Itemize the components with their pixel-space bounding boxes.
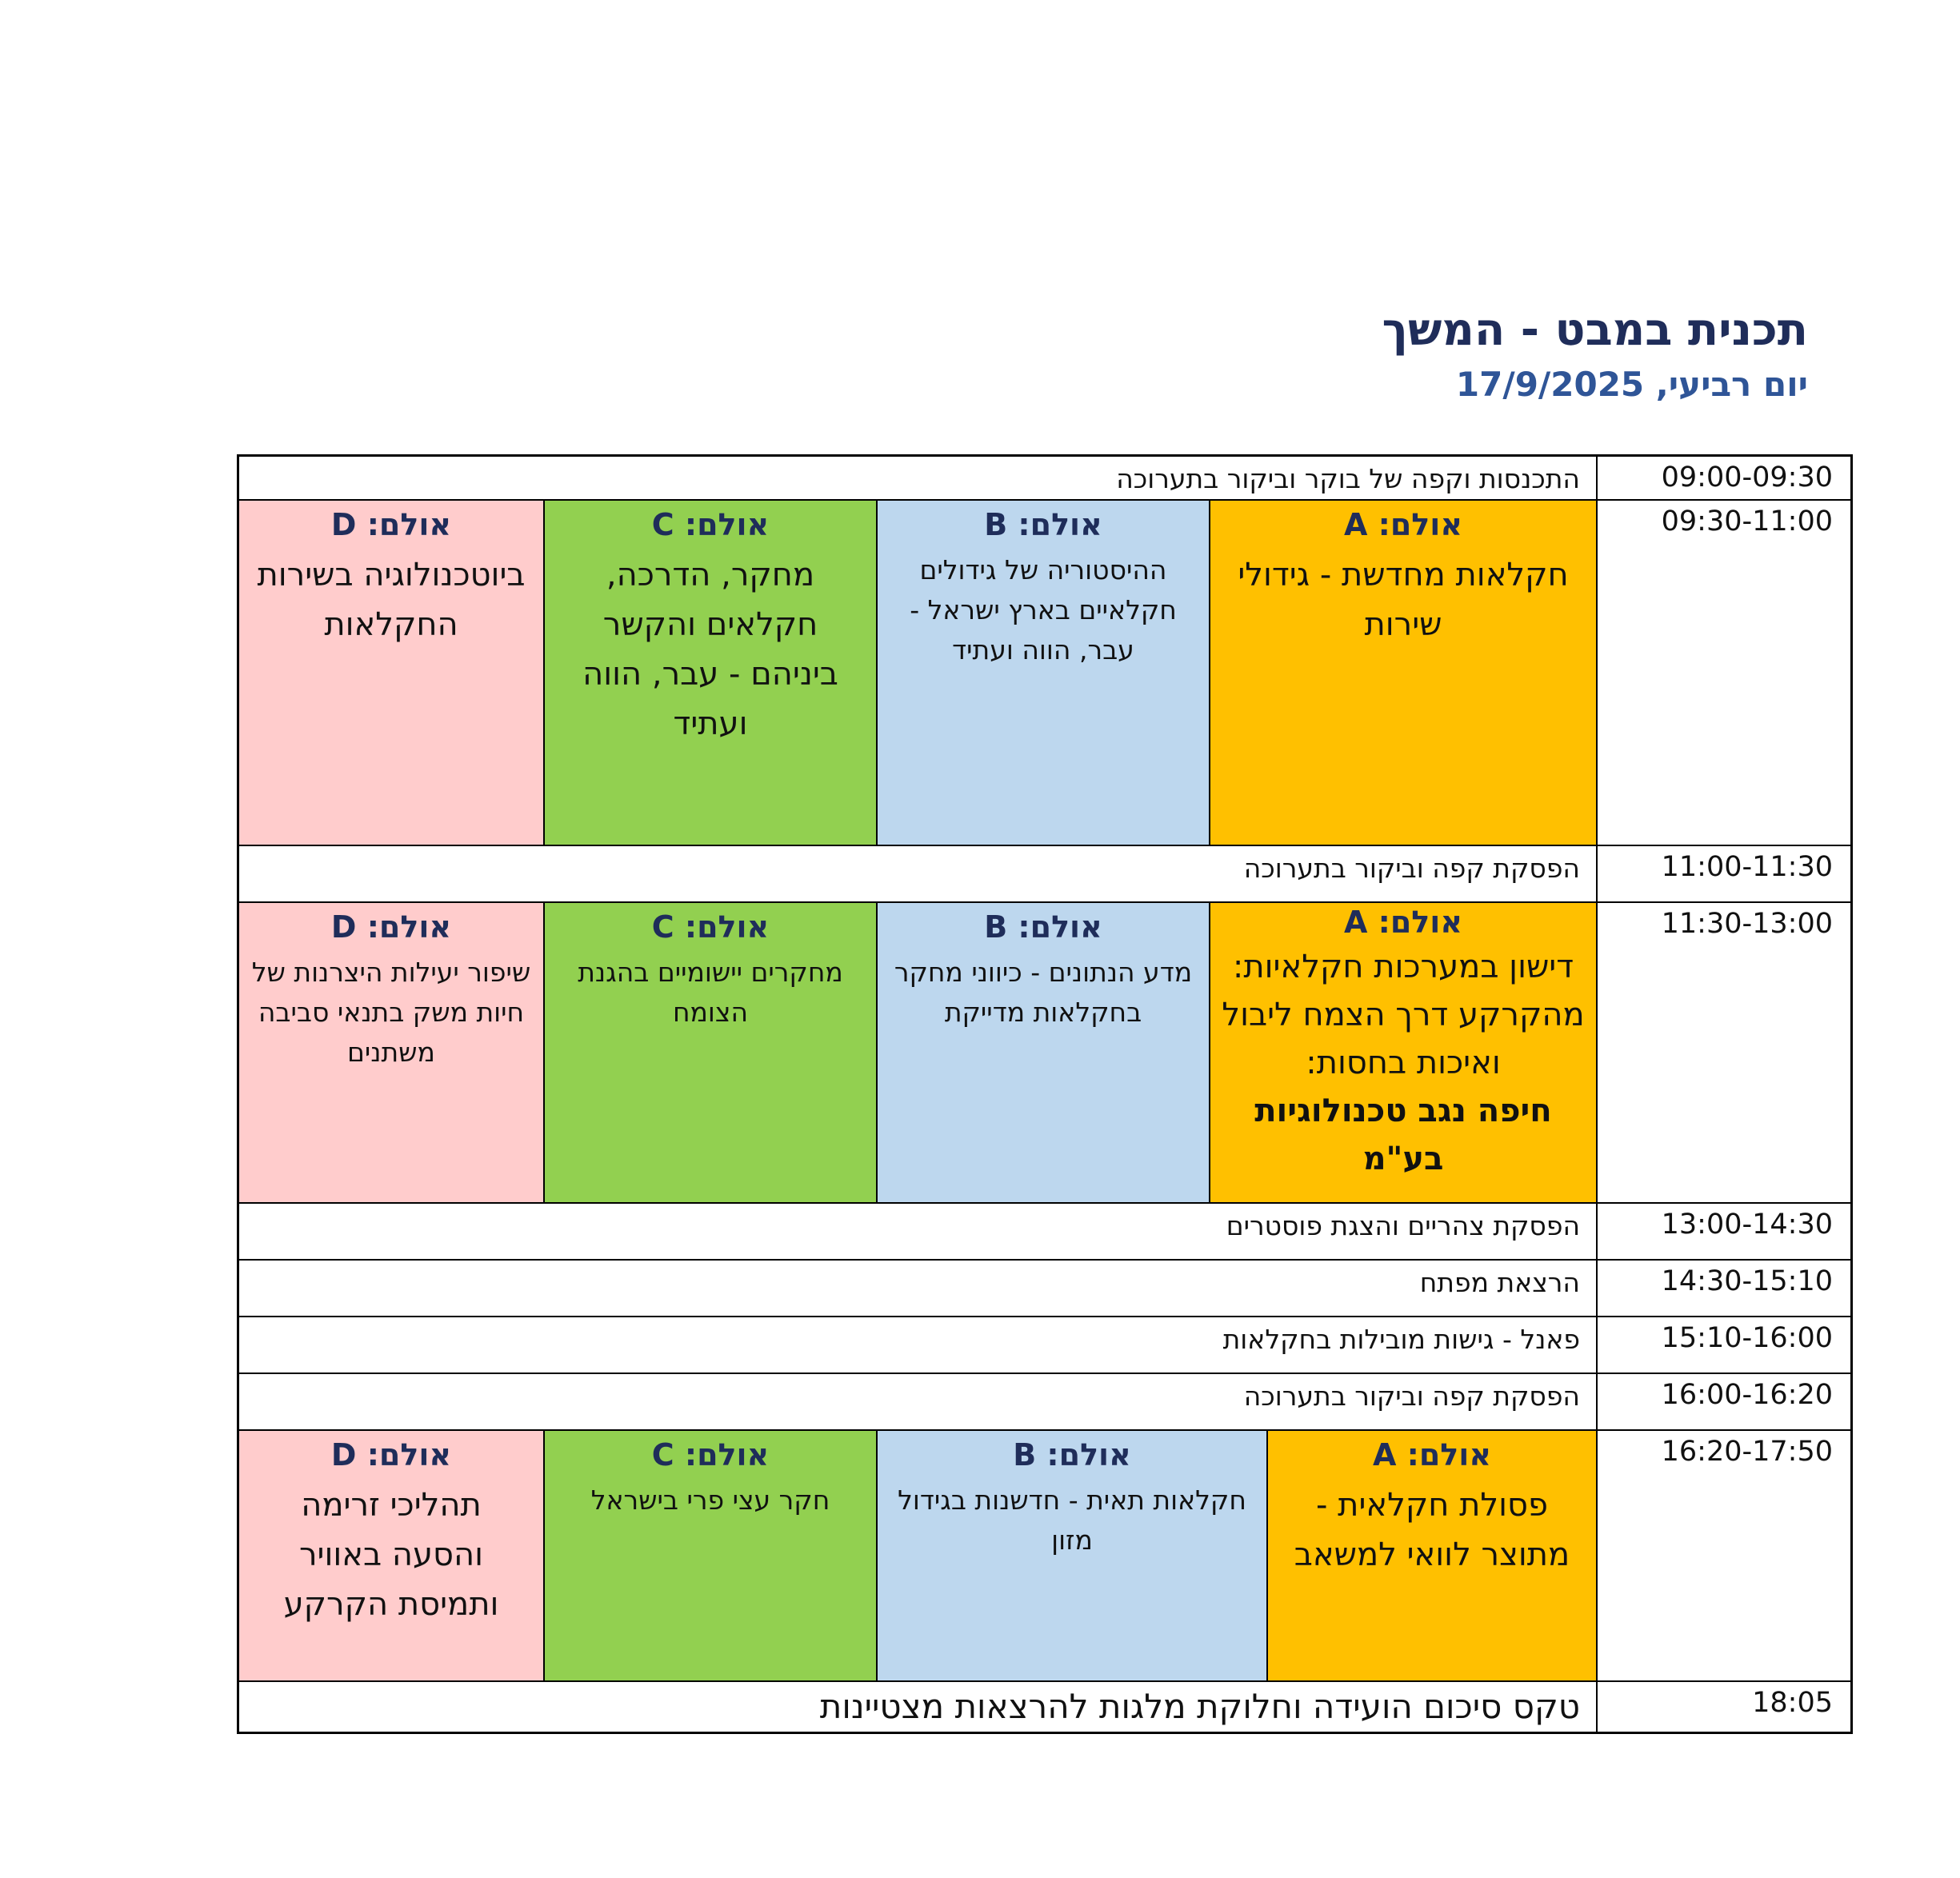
hall-label: אולם: A [1343, 905, 1462, 940]
hall-label: אולם: B [984, 507, 1102, 542]
time-slot: 09:30-11:00 [1596, 501, 1850, 845]
session-title: תהליכי זרימה והסעה באוויר ותמיסת הקרקע [283, 1487, 499, 1623]
hall-a-session [1266, 1431, 1596, 1680]
hall-label: אולם: B [1013, 1437, 1131, 1472]
hall-label: אולם: A [1343, 507, 1462, 542]
session-description: הפסקת קפה וביקור בתערוכה [1243, 853, 1580, 884]
hall-c-session [543, 903, 876, 1202]
time-slot: 16:00-16:20 [1596, 1374, 1850, 1429]
session-title: חקלאות מחדשת - גידולי שירות [1238, 557, 1569, 643]
schedule-row [239, 501, 1850, 846]
session-title: ביוטכנולוגיה בשירות החקלאות [257, 557, 526, 643]
time-slot: 13:00-14:30 [1596, 1204, 1850, 1259]
session-title: ההיסטוריה של גידולים חקלאיים בארץ ישראל - עבר, הווה ועתיד [910, 554, 1177, 665]
session-title: מחקר, הדרכה, חקלאים והקשר ביניהם - עבר, הווה ועתיד [582, 557, 838, 742]
page-subtitle-date: יום רביעי, 17/9/2025 [1455, 365, 1808, 404]
hall-label: אולם: C [651, 507, 770, 542]
hall-label: אולם: D [330, 909, 452, 945]
hall-c-session [543, 1431, 876, 1680]
schedule-row [239, 1317, 1850, 1374]
time-slot: 18:05 [1596, 1682, 1850, 1732]
hall-d-session [239, 903, 543, 1202]
session-title: מחקרים יישומיים בהגנת הצומח [578, 957, 843, 1028]
schedule-row [239, 1682, 1850, 1732]
time-slot: 16:20-17:50 [1596, 1431, 1850, 1680]
time-slot: 15:10-16:00 [1596, 1317, 1850, 1373]
session-title: דישון במערכות חקלאיות: מהקרקע דרך הצמח ליבול ואיכות בחסות: [1222, 949, 1585, 1081]
session-description: הפסקת קפה וביקור בתערוכה [1243, 1381, 1580, 1412]
schedule-row [239, 846, 1850, 903]
page-title: תכנית במבט - המשך [1382, 304, 1808, 356]
schedule-row [239, 903, 1850, 1204]
schedule-row [239, 1374, 1850, 1431]
time-slot: 11:00-11:30 [1596, 846, 1850, 901]
schedule-row [239, 1204, 1850, 1261]
hall-b-session [876, 1431, 1266, 1680]
hall-label: אולם: B [984, 909, 1102, 945]
hall-label: אולם: D [330, 1437, 452, 1472]
schedule-row [239, 1261, 1850, 1317]
time-slot: 11:30-13:00 [1596, 903, 1850, 1202]
session-description: התכנסות וקפה של בוקר וביקור בתערוכה [1116, 463, 1580, 494]
hall-a-session [1209, 903, 1596, 1202]
hall-d-session [239, 1431, 543, 1680]
session-title: שיפור יעילות היצרנות של חיות משק בתנאי סביבה משתנים [251, 957, 531, 1068]
session-title: חקר עצי פרי בישראל [590, 1484, 830, 1516]
session-description: הפסקת צהריים והצגת פוסטרים [1226, 1210, 1580, 1241]
hall-a-session [1209, 501, 1596, 845]
session-description: הרצאת מפתח [1419, 1267, 1580, 1298]
hall-b-session [876, 501, 1209, 845]
hall-c-session [543, 501, 876, 845]
session-title: פסולת חקלאית - מתוצר לוואי למשאב [1294, 1487, 1570, 1573]
session-description: טקס סיכום הועידה וחלוקת מלגות להרצאות מצטיינות [819, 1687, 1580, 1726]
session-description: פאנל - גישות מובילות בחקלאות [1222, 1324, 1580, 1355]
hall-label: אולם: C [651, 1437, 770, 1472]
schedule-row [239, 457, 1850, 501]
hall-d-session [239, 501, 543, 845]
hall-label: אולם: C [651, 909, 770, 945]
schedule-table [237, 454, 1853, 1734]
hall-label: אולם: D [330, 507, 452, 542]
time-slot: 14:30-15:10 [1596, 1261, 1850, 1316]
sponsor-name: חיפה נגב טכנולוגיות בע"מ [1254, 1093, 1552, 1177]
schedule-row [239, 1431, 1850, 1682]
time-slot: 09:00-09:30 [1596, 457, 1850, 499]
hall-b-session [876, 903, 1209, 1202]
session-title: חקלאות תאית - חדשנות בגידול מזון [898, 1484, 1246, 1556]
session-title: מדע הנתונים - כיווני מחקר בחקלאות מדייקת [894, 957, 1193, 1028]
hall-label: אולם: A [1372, 1437, 1491, 1472]
